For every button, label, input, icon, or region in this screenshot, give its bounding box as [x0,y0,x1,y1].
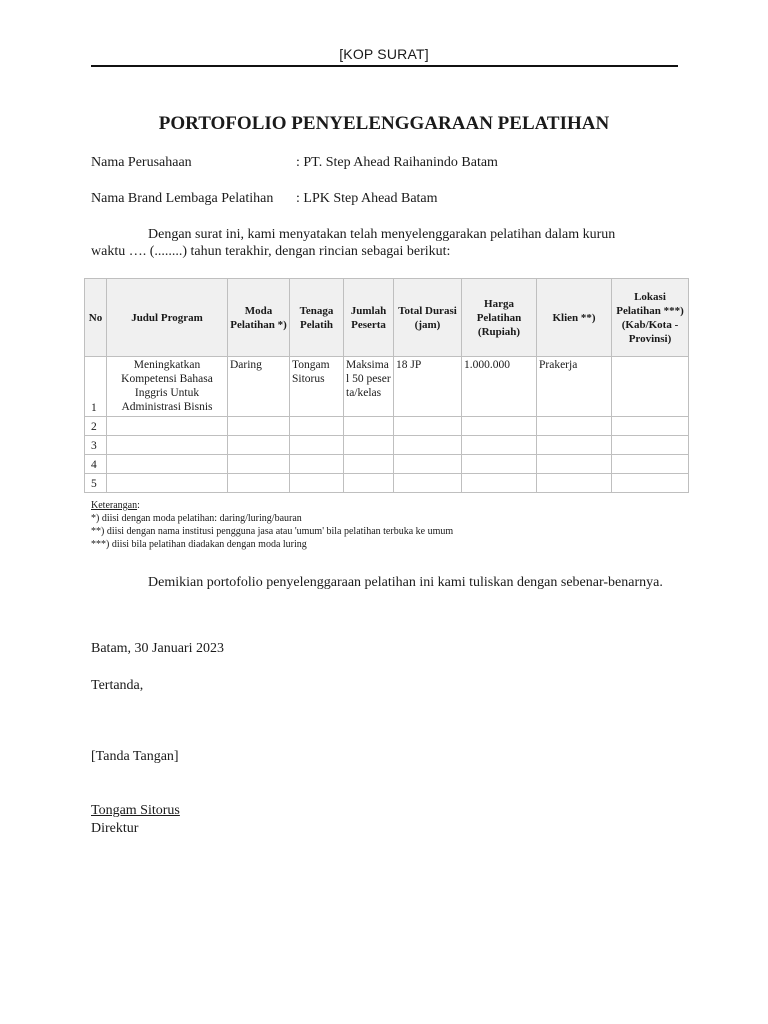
cell-tenaga [290,436,344,455]
letterhead: [KOP SURAT] [339,46,429,62]
field-brand-value: : LPK Step Ahead Batam [296,191,438,206]
document-title: PORTOFOLIO PENYELENGGARAAN PELATIHAN [158,113,610,134]
cell-moda [228,417,290,436]
portfolio-table [84,278,689,493]
header-durasi: Total Durasi (jam) [394,279,462,357]
notes-block: Keterangan: *) diisi dengan moda pelatihan: daring/luring/bauran **) diisi dengan nama institusi pengguna jasa atau 'umum' bila pelatihan terbuka ke umum ***) diisi bila pelatihan diadakan dengan moda luring [91,500,454,550]
closing-text: Demikian portofolio penyelenggaraan pelatihan ini kami tuliskan dengan sebenar-benarnya. [148,575,663,590]
table-row [85,474,689,493]
cell-tenaga: Tongam Sitorus [290,357,344,417]
field-company-label: Nama Perusahaan [91,155,192,170]
header-moda: Moda Pelatihan *) [228,279,290,357]
header-harga: Harga Pelatihan (Rupiah) [462,279,537,357]
cell-klien [537,455,612,474]
cell-no: 3 [85,436,107,455]
cell-lokasi [612,357,689,417]
cell-judul [107,474,228,493]
cell-lokasi [612,474,689,493]
cell-no: 1 [85,357,107,417]
cell-klien [537,436,612,455]
cell-no: 5 [85,474,107,493]
cell-lokasi [612,455,689,474]
cell-harga [462,474,537,493]
note-line: *) diisi dengan moda pelatihan: daring/luring/bauran [91,513,302,524]
header-no: No [85,279,107,357]
header-judul: Judul Program [107,279,228,357]
cell-klien [537,474,612,493]
cell-klien [537,417,612,436]
intro-line-2: waktu …. (........) tahun terakhir, dengan rincian sebagai berikut: [91,244,451,259]
note-line: **) diisi dengan nama institusi pengguna jasa atau 'umum' bila pelatihan terbuka ke umum [91,526,454,537]
intro-line-1: Dengan surat ini, kami menyatakan telah menyelenggarakan pelatihan dalam kurun [148,227,616,242]
closing-paragraph [91,572,677,594]
cell-klien: Prakerja [537,357,612,417]
header-klien: Klien **) [537,279,612,357]
signer-title: Direktur [91,821,139,836]
cell-durasi [394,436,462,455]
cell-moda [228,455,290,474]
cell-durasi [394,417,462,436]
cell-tenaga [290,474,344,493]
field-company [91,155,498,171]
cell-harga: 1.000.000 [462,357,537,417]
cell-jumlah [344,474,394,493]
table-row [85,455,689,474]
cell-tenaga [290,455,344,474]
cell-durasi: 18 JP [394,357,462,417]
header-tenaga: Tenaga Pelatih [290,279,344,357]
cell-jumlah [344,436,394,455]
header-lokasi: Lokasi Pelatihan ***) (Kab/Kota - Provinsi) [612,279,689,357]
cell-harga [462,436,537,455]
place-date: Batam, 30 Januari 2023 [91,641,224,656]
cell-moda [228,474,290,493]
cell-lokasi [612,417,689,436]
field-brand-label: Nama Brand Lembaga Pelatihan [91,191,274,206]
intro-paragraph [91,226,639,260]
table-row [85,417,689,436]
cell-durasi [394,455,462,474]
cell-jumlah [344,417,394,436]
cell-tenaga [290,417,344,436]
header-jumlah: Jumlah Peserta [344,279,394,357]
cell-no: 2 [85,417,107,436]
field-company-value: : PT. Step Ahead Raihanindo Batam [296,155,498,170]
cell-lokasi [612,436,689,455]
cell-harga [462,417,537,436]
cell-jumlah: Maksimal 50 peserta/kelas [344,357,394,417]
table-header-row [85,279,689,357]
notes-heading: Keterangan [91,500,138,511]
cell-judul [107,436,228,455]
cell-moda [228,436,290,455]
cell-judul [107,417,228,436]
signer-name: Tongam Sitorus [91,803,180,818]
table-row [85,357,689,417]
cell-judul: Meningkatkan Kompetensi Bahasa Inggris Untuk Administrasi Bisnis [107,357,228,417]
note-line: ***) diisi bila pelatihan diadakan dengan moda luring [91,539,307,550]
cell-judul [107,455,228,474]
table-row [85,436,689,455]
signature-placeholder: [Tanda Tangan] [91,749,179,764]
cell-jumlah [344,455,394,474]
cell-no: 4 [85,455,107,474]
field-brand [91,191,438,207]
regards: Tertanda, [91,678,144,693]
cell-harga [462,455,537,474]
cell-durasi [394,474,462,493]
letterhead-divider [91,65,678,67]
cell-moda: Daring [228,357,290,417]
